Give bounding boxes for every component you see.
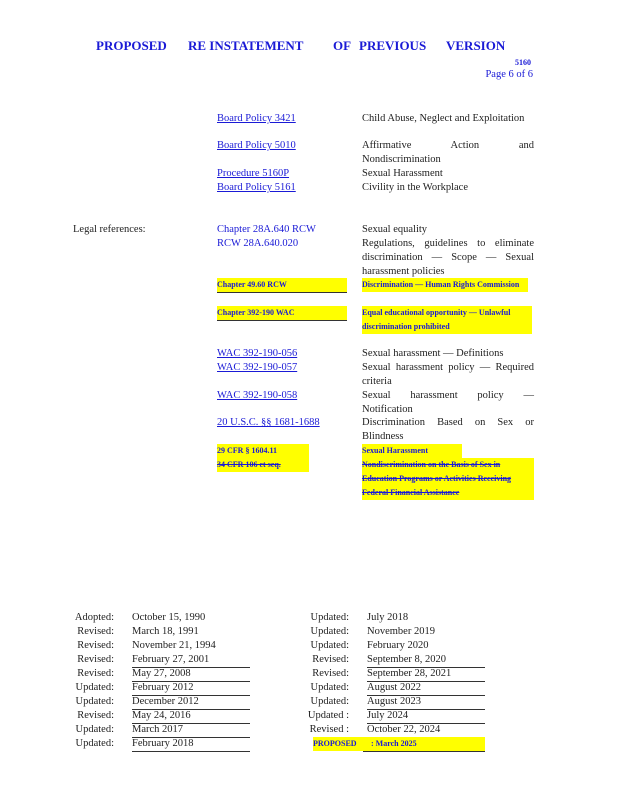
legal-ref: Chapter 28A.640 RCW	[217, 224, 316, 235]
history-label: Updated:	[75, 682, 114, 693]
legal-ref-struck: 34 CFR 106 et seq.	[217, 458, 309, 472]
legal-ref-title: Regulations, guidelines to eliminate discrimination — Scope — Sexual harassment policies	[362, 238, 534, 277]
history-label: Updated:	[310, 626, 349, 637]
legal-ref-link[interactable]: WAC 392-190-057	[217, 362, 298, 373]
history-date: February 27, 2001	[132, 653, 250, 668]
history-label: Updated:	[310, 682, 349, 693]
cross-ref-link[interactable]: Board Policy 3421	[217, 113, 296, 124]
history-proposed-date: : March 2025	[363, 737, 485, 752]
legal-ref-title: Sexual harassment policy — Required criteria	[362, 362, 534, 387]
history-label: Updated:	[310, 612, 349, 623]
legal-ref-link[interactable]: WAC 392-190-058	[217, 390, 298, 401]
history-label: Revised:	[77, 640, 114, 651]
history-label: Updated:	[75, 738, 114, 749]
history-date: March 2017	[132, 723, 250, 738]
legal-ref-highlighted: Chapter 49.60 RCW	[217, 278, 347, 293]
history-date: October 22, 2024	[367, 723, 485, 738]
legal-ref-highlighted: Chapter 392-190 WAC	[217, 306, 347, 321]
history-date: March 18, 1991	[132, 626, 199, 637]
legal-ref-title-struck: Nondiscrimination on the Basis of Sex in Education Programs or Activities Receiving Federal Financial Assistance	[362, 458, 534, 500]
history-label: Updated:	[310, 696, 349, 707]
cross-ref-link[interactable]: Board Policy 5010	[217, 140, 296, 151]
header-proposed: PROPOSED	[96, 38, 167, 53]
history-date: August 2023	[367, 695, 485, 710]
history-label: Revised:	[77, 668, 114, 679]
history-date: February 2020	[367, 640, 429, 651]
history-date: February 2012	[132, 681, 250, 696]
legal-ref-title: Sexual harassment — Definitions	[362, 348, 504, 359]
history-label: Revised:	[77, 710, 114, 721]
history-date: July 2018	[367, 612, 409, 623]
history-label: Revised:	[312, 668, 349, 679]
legal-ref-title-highlighted: Sexual Harassment	[362, 444, 462, 458]
header-previous: PREVIOUS	[359, 38, 427, 53]
legal-ref: RCW 28A.640.020	[217, 238, 299, 249]
history-label: Updated:	[310, 640, 349, 651]
legal-ref-title: Sexual equality	[362, 224, 428, 235]
cross-ref-title: Sexual Harassment	[362, 168, 443, 179]
history-date: February 2018	[132, 737, 250, 752]
history-label: Revised:	[77, 654, 114, 665]
cross-ref-link[interactable]: Board Policy 5161	[217, 182, 296, 193]
history-date: October 15, 1990	[132, 612, 206, 623]
history-date: May 24, 2016	[132, 709, 250, 724]
history-date: May 27, 2008	[132, 667, 250, 682]
history-label: Revised :	[309, 724, 349, 735]
legal-references-label: Legal references:	[73, 224, 146, 235]
history-proposed-label: PROPOSED	[313, 737, 363, 751]
legal-ref-title: Sexual harassment policy — Notification	[362, 390, 534, 415]
legal-ref-link[interactable]: WAC 392-190-056	[217, 348, 298, 359]
history-date: December 2012	[132, 695, 250, 710]
history-label: Revised:	[312, 654, 349, 665]
history-label: Updated:	[75, 724, 114, 735]
header-of: OF	[333, 38, 352, 53]
history-label: Updated:	[75, 696, 114, 707]
legal-ref-title-highlighted: Discrimination — Human Rights Commission	[362, 278, 528, 292]
header-reinstatement: RE INSTATEMENT	[188, 38, 304, 53]
history-date: July 2024	[367, 709, 485, 724]
page-number: Page 6 of 6	[485, 69, 533, 80]
history-label: Revised:	[77, 626, 114, 637]
history-date: November 2019	[367, 626, 435, 637]
cross-ref-title: Affirmative Action and Nondiscrimination	[362, 140, 534, 165]
history-date: September 28, 2021	[367, 667, 485, 682]
header-version: VERSION	[446, 38, 506, 53]
legal-ref-highlighted: 29 CFR § 1604.11	[217, 444, 309, 459]
history-date: September 8, 2020	[367, 653, 485, 668]
legal-ref-title: Discrimination Based on Sex or Blindness	[362, 417, 534, 442]
cross-ref-title: Civility in the Workplace	[362, 182, 468, 193]
legal-ref-title-highlighted: Equal educational opportunity — Unlawful discrimination prohibited	[362, 306, 532, 334]
history-date: August 2022	[367, 681, 485, 696]
cross-ref-title: Child Abuse, Neglect and Exploitation	[362, 113, 525, 124]
history-date: November 21, 1994	[132, 640, 216, 651]
history-label: Adopted:	[74, 612, 114, 623]
history-label: Updated :	[307, 710, 349, 721]
policy-number: 5160	[515, 58, 531, 67]
legal-ref-link[interactable]: 20 U.S.C. §§ 1681-1688	[217, 417, 320, 428]
cross-ref-link[interactable]: Procedure 5160P	[217, 168, 290, 179]
